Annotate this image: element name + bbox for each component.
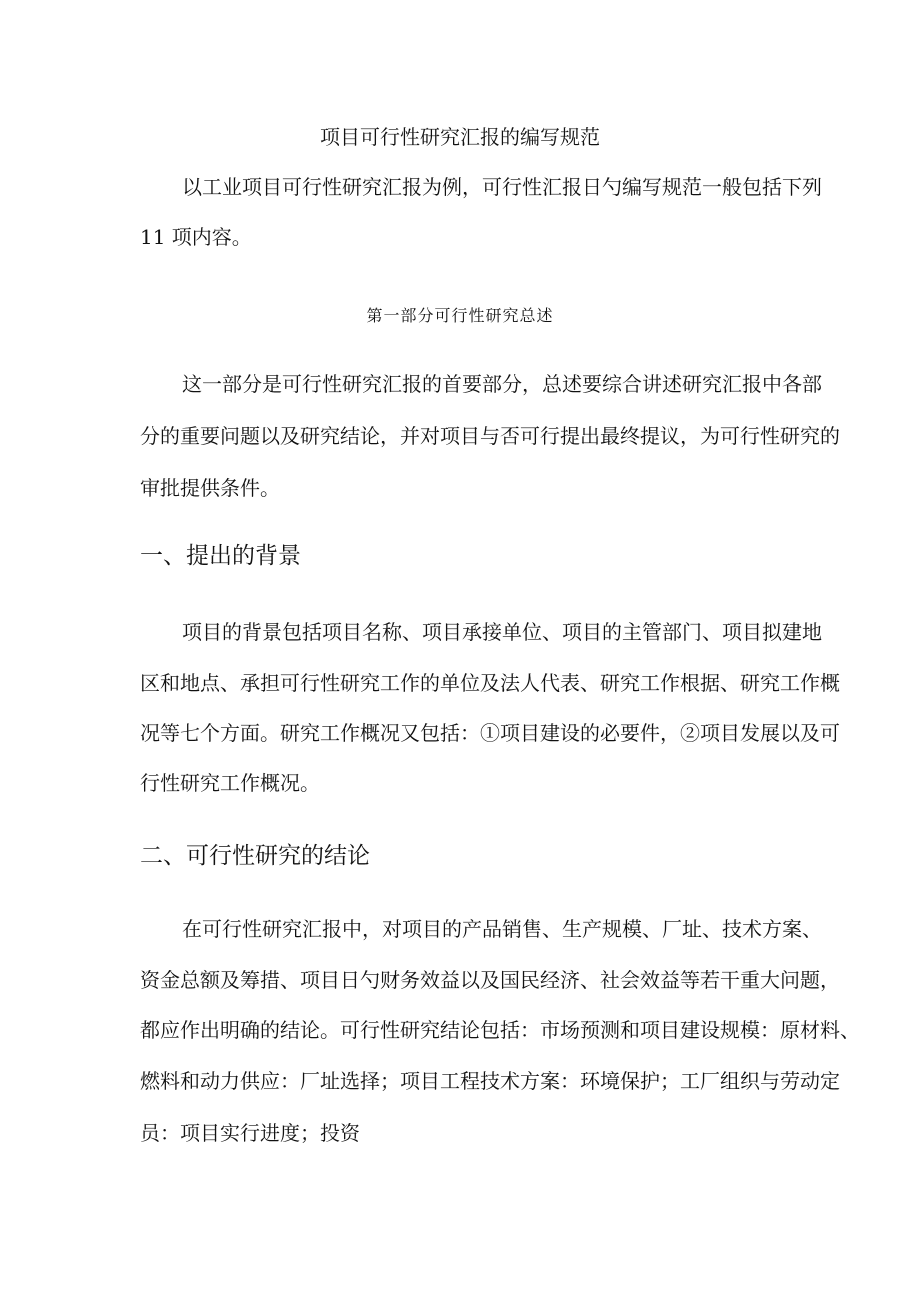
document-title: 项目可行性研究汇报的编写规范 — [320, 125, 600, 149]
intro-line-1: 以工业项目可行性研究汇报为例，可行性汇报日勺编写规范一般包括下列 — [182, 175, 822, 199]
section1-paragraph-line-2: 区和地点、承担可行性研究工作的单位及法人代表、研究工作根据、研究工作概 — [140, 671, 840, 695]
section2-paragraph-line-4: 燃料和动力供应：厂址选择；项目工程技术方案：环境保护；工厂组织与劳动定 — [140, 1069, 840, 1093]
part1-paragraph-line-1: 这一部分是可行性研究汇报的首要部分，总述要综合讲述研究汇报中各部 — [182, 372, 822, 396]
section1-heading: 一、提出的背景 — [140, 543, 301, 569]
section1-paragraph-line-4: 行性研究工作概况。 — [140, 771, 320, 795]
section2-paragraph-line-3: 都应作出明确的结论。可行性研究结论包括：市场预测和项目建设规模：原材料、 — [140, 1018, 860, 1042]
part1-paragraph-line-3: 审批提供条件。 — [140, 476, 280, 500]
section2-paragraph-line-2: 资金总额及筹措、项目日勺财务效益以及国民经济、社会效益等若干重大问题， — [140, 968, 840, 992]
section2-heading: 二、可行性研究的结论 — [140, 843, 370, 869]
section2-paragraph-line-5: 员：项目实行进度；投资 — [140, 1121, 360, 1145]
part1-title: 第一部分可行性研究总述 — [366, 306, 554, 325]
intro-line-2: 11 项内容。 — [140, 225, 252, 249]
section2-paragraph-line-1: 在可行性研究汇报中，对项目的产品销售、生产规模、厂址、技术方案、 — [182, 917, 822, 941]
section1-paragraph-line-1: 项目的背景包括项目名称、项目承接单位、项目的主管部门、项目拟建地 — [182, 620, 822, 644]
section1-paragraph-line-3: 况等七个方面。研究工作概况又包括：①项目建设的必要件，②项目发展以及可 — [140, 721, 840, 745]
part1-paragraph-line-2: 分的重要问题以及研究结论，并对项目与否可行提出最终提议，为可行性研究的 — [140, 424, 840, 448]
